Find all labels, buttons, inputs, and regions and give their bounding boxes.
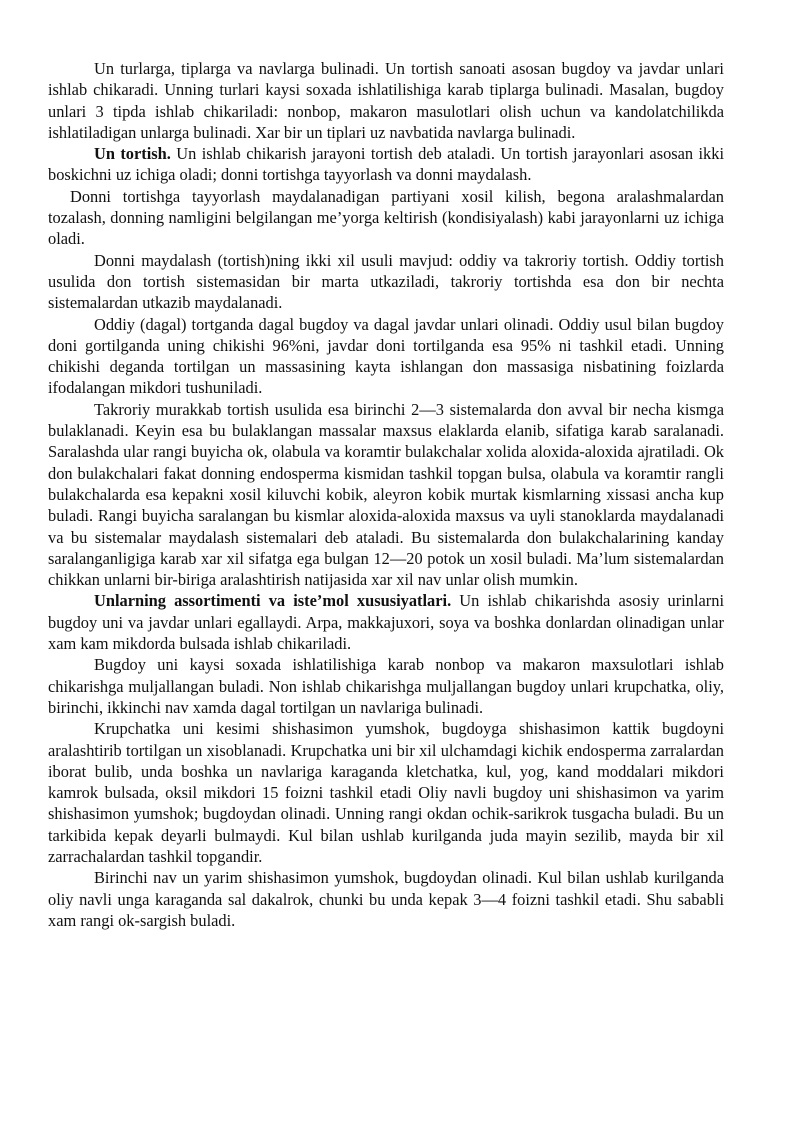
- paragraph-donni-maydalash: [48, 250, 724, 314]
- paragraph-takroriy-tortish: [48, 399, 724, 591]
- paragraph-text: Un turlarga, tiplarga va navlarga bulinadi. Un tortish sanoati asosan bugdoy va javdar unlari ishlab chikaradi. Unning turlari kaysi soxada ishlatilishiga karab tiplarga bulinadi. Masalan, bugdoy unlari 3 tipda ishlab chikariladi: nonbop, makaron masulotlari olish uchun va kandolatchilikda ishlatiladigan unlarga bulinadi. Xar bir un tiplari uz navbatida navlarga bulinadi.: [48, 59, 724, 142]
- document-page: [48, 58, 724, 931]
- paragraph-text: Un ishlab chikarishda asosiy urinlarni bugdoy uni va javdar unlari egallaydi. Arpa, makkajuxori, soya va boshka donlardan olinadigan unlar xam kam mikdorda bulsada ishlab chikariladi.: [48, 591, 724, 654]
- paragraph-text: Takroriy murakkab tortish usulida esa birinchi 2—3 sistemalarda don avval bir necha kismga bulaklanadi. Keyin esa bu bulaklangan massalar maxsus elaklarda elanib, sifatiga karab saralanadi. Saralashda ular rangi buyicha ok, olabula va koramtir bulakchalar xolida aloxida-aloxida ajratiladi. Ok don bulakchalari fakat donning endosperma kismidan tashkil topgan bulsa, olabula va koramtir rangli bulakchalarda esa kepakni xosil kiluvchi kobik, aleyron kobik murtak kismlarning xissasi ancha kup buladi. Rangi buyicha saralangan bu kismlar aloxida-aloxida maxsus va uyli stanoklarda maydalanadi va bu sistemalar maydalash sistemalari deb ataladi. Bu sistemalarda don bulakchalarining kanday saralanganligiga karab xar xil sifatga ega bulgan 12—20 potok un xosil buladi. Ma’lum sistemalardan chikkan unlarni bir-biriga aralashtirish natijasida xar xil nav unlar olish mumkin.: [48, 399, 724, 590]
- paragraph-text: Un ishlab chikarish jarayoni tortish deb ataladi. Un tortish jarayonlari asosan ikki boskichni uz ichiga oladi; donni tortishga tayyorlash va donni maydalash.: [48, 144, 725, 185]
- paragraph-lead: Un tortish.: [94, 144, 171, 164]
- paragraph-text: Oddiy (dagal) tortganda dagal bugdoy va dagal javdar unlari olinadi. Oddiy usul bilan bugdoy doni gortilganda uning chikishi 96%ni, javdar doni tortilganda esa 95% ni tashkil etadi. Unning chikishi deganda tortilgan un massasining kayta ishlangan don massasiga nisbatining foizlarda ifodalangan mikdori tushuniladi.: [48, 314, 724, 398]
- paragraph-unlarning-assortimenti: [48, 590, 724, 654]
- paragraph-text: Birinchi nav un yarim shishasimon yumshok, bugdoydan olinadi. Kul bilan ushlab kurilganda oliy navli unga karaganda sal dakalrok, chunki bu unda kepak 3—4 foizni tashkil etadi. Shu sababli xam rangi ok-sargish buladi.: [48, 868, 724, 930]
- paragraph-text: Donni tortishga tayyorlash maydalanadigan partiyani xosil kilish, begona aralashmalardan tozalash, donning namligini belgilangan me’yorga keltirish (kondisiyalash) kabi jarayonlarni uz ichiga oladi.: [48, 186, 724, 249]
- paragraph-tortishga-tayyorlash: [48, 186, 724, 250]
- paragraph-krupchatka-uni: [48, 718, 724, 867]
- paragraph-oddiy-tortish: [48, 314, 724, 399]
- paragraph-text: Bugdoy uni kaysi soxada ishlatilishiga karab nonbop va makaron maxsulotlari ishlab chikarishga muljallangan buladi. Non ishlab chikarishga muljallangan bugdoy unlari krupchatka, oliy, birinchi, ikkinchi nav xamda dagal tortilgan un navlariga bulinadi.: [48, 655, 724, 717]
- paragraph-bugdoy-uni: [48, 654, 724, 718]
- paragraph-text: Krupchatka uni kesimi shishasimon yumshok, bugdoyga shishasimon kattik bugdoyni aralashtirib tortilgan un xisoblanadi. Krupchatka uni bir xil ulchamdagi kichik endosperma zarralardan iborat bulib, unda boshka un navlariga karaganda kletchatka, kul, yog, kand moddalari mikdori kamrok bulsada, oksil mikdori 15 foizni tashkil etadi Oliy navli bugdoy uni shishasimon va yarim shishasimon yumshok; bugdoydan olinadi. Unning rangi okdan ochik-sarikrok tusgacha buladi. Bu un tarkibida kepak deyarli bulmaydi. Kul bilan ushlab kurilganda juda mayin sezilib, mayda bir xil zarrachalardan tashkil topgandir.: [48, 719, 724, 866]
- paragraph-un-tortish: [48, 143, 724, 186]
- paragraph-lead: Unlarning assortimenti va iste’mol xususiyatlari.: [94, 591, 452, 611]
- paragraph-text: Donni maydalash (tortish)ning ikki xil usuli mavjud: oddiy va takroriy tortish. Oddiy tortish usulida don tortish sistemasidan bir marta utkaziladi, takroriy tortishda esa don bir nechta sistemalardan utkazib maydalanadi.: [48, 250, 724, 313]
- paragraph-birinchi-nav: [48, 867, 724, 931]
- paragraph-un-turlari: [48, 58, 724, 143]
